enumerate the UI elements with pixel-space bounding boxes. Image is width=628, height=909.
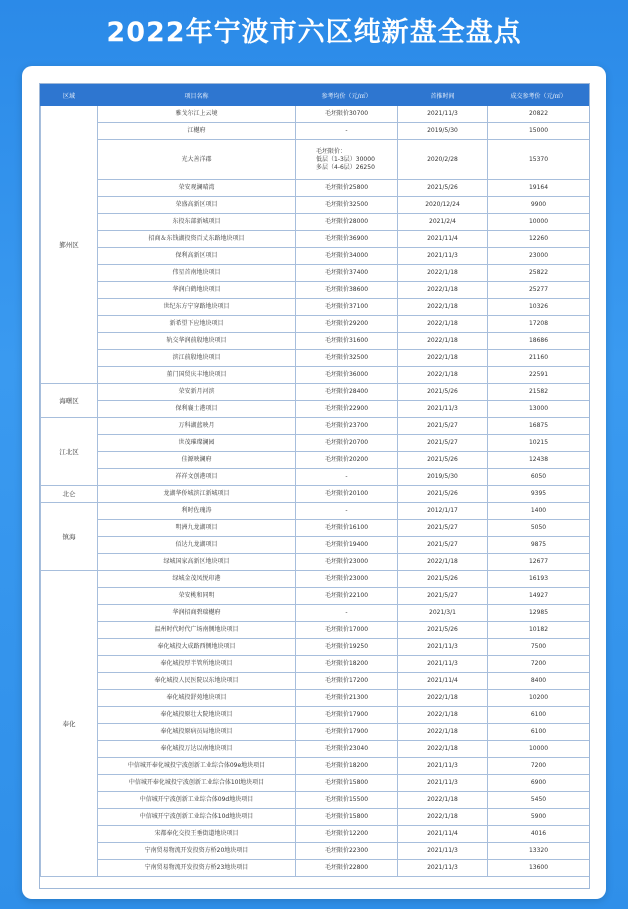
project-name-cell: 佳源映澜府 — [98, 452, 296, 469]
launch-date-cell: 2021/11/4 — [398, 826, 488, 843]
launch-date-cell: 2021/11/3 — [398, 656, 488, 673]
launch-date-cell: 2020/2/28 — [398, 140, 488, 180]
project-name-cell: 宋都奉化交投王垂街道地块项目 — [98, 826, 296, 843]
table-row — [41, 554, 590, 571]
deal-price-cell: 10326 — [488, 299, 590, 316]
reference-price-cell: 毛坯限价28000 — [296, 214, 398, 231]
launch-date-cell: 2021/11/3 — [398, 248, 488, 265]
project-name-cell: 利时佐瑰涛 — [98, 503, 296, 520]
table-row — [41, 860, 590, 877]
deal-price-cell: 21582 — [488, 384, 590, 401]
deal-price-cell: 9395 — [488, 486, 590, 503]
deal-price-cell: 8400 — [488, 673, 590, 690]
deal-price-cell: 15370 — [488, 140, 590, 180]
reference-price-cell: 毛坯限价15800 — [296, 809, 398, 826]
reference-price-cell: 毛坯限价12200 — [296, 826, 398, 843]
project-name-cell: 中信城开奉化城投宁波创新工业综合体10l地块项目 — [98, 775, 296, 792]
table-row — [41, 792, 590, 809]
district-cell: 鄞州区 — [41, 106, 98, 384]
district-cell: 镇海 — [41, 503, 98, 571]
launch-date-cell: 2021/5/27 — [398, 435, 488, 452]
table-row — [41, 673, 590, 690]
project-name-cell: 招商＆东钱湖投资百丈东路地块项目 — [98, 231, 296, 248]
table-row — [41, 639, 590, 656]
table-row — [41, 435, 590, 452]
reference-price-cell: 毛坯限价32500 — [296, 350, 398, 367]
deal-price-cell: 9900 — [488, 197, 590, 214]
table-row — [41, 140, 590, 180]
deal-price-cell: 9875 — [488, 537, 590, 554]
table-row — [41, 520, 590, 537]
reference-price-cell: 毛坯限价37100 — [296, 299, 398, 316]
table-row — [41, 282, 590, 299]
reference-price-cell: 毛坯限价22800 — [296, 860, 398, 877]
launch-date-cell: 2021/5/27 — [398, 537, 488, 554]
table-row — [41, 741, 590, 758]
launch-date-cell: 2021/11/3 — [398, 843, 488, 860]
table-row — [41, 843, 590, 860]
project-name-cell: 荣安观澜晴湾 — [98, 180, 296, 197]
reference-price-cell: 毛坯限价23000 — [296, 571, 398, 588]
project-name-cell: 轨交华润前殷地块项目 — [98, 333, 296, 350]
project-name-cell: 华润白鹤地块项目 — [98, 282, 296, 299]
launch-date-cell: 2022/1/18 — [398, 265, 488, 282]
project-name-cell: 新希望下应地块项目 — [98, 316, 296, 333]
district-cell: 海曙区 — [41, 384, 98, 418]
project-name-cell: 绿城金茂凤悦印港 — [98, 571, 296, 588]
project-name-cell: 奉化城投舒苑地块项目 — [98, 690, 296, 707]
project-name-cell: 绿城国家高新区地块项目 — [98, 554, 296, 571]
deal-price-cell: 25277 — [488, 282, 590, 299]
launch-date-cell: 2021/5/27 — [398, 520, 488, 537]
table-row — [41, 758, 590, 775]
launch-date-cell: 2022/1/18 — [398, 809, 488, 826]
launch-date-cell: 2021/11/3 — [398, 106, 488, 123]
project-name-cell: 保利襄士港项目 — [98, 401, 296, 418]
launch-date-cell: 2021/5/26 — [398, 622, 488, 639]
reference-price-cell: 毛坯限价22100 — [296, 588, 398, 605]
deal-price-cell: 7500 — [488, 639, 590, 656]
table-row — [41, 248, 590, 265]
launch-date-cell: 2021/11/3 — [398, 860, 488, 877]
table-row — [41, 503, 590, 520]
deal-price-cell: 17208 — [488, 316, 590, 333]
reference-price-cell: 毛坯限价22300 — [296, 843, 398, 860]
table-row — [41, 826, 590, 843]
launch-date-cell: 2022/1/18 — [398, 724, 488, 741]
launch-date-cell: 2021/11/4 — [398, 673, 488, 690]
reference-price-cell: - — [296, 469, 398, 486]
launch-date-cell: 2022/1/18 — [398, 282, 488, 299]
project-name-cell: 光大善洋郡 — [98, 140, 296, 180]
launch-date-cell: 2021/5/26 — [398, 452, 488, 469]
deal-price-cell: 19164 — [488, 180, 590, 197]
reference-price-cell: 毛坯限价34000 — [296, 248, 398, 265]
reference-price-cell: 毛坯限价19250 — [296, 639, 398, 656]
deal-price-cell: 20822 — [488, 106, 590, 123]
deal-price-cell: 12438 — [488, 452, 590, 469]
reference-price-cell: 毛坯限价23700 — [296, 418, 398, 435]
table-row — [41, 452, 590, 469]
deal-price-cell: 10000 — [488, 214, 590, 231]
reference-price-cell: 毛坯限价15500 — [296, 792, 398, 809]
launch-date-cell: 2022/1/18 — [398, 792, 488, 809]
deal-price-cell: 6100 — [488, 707, 590, 724]
table-row — [41, 401, 590, 418]
reference-price-cell: 毛坯限价18200 — [296, 758, 398, 775]
launch-date-cell: 2022/1/18 — [398, 333, 488, 350]
table-body — [41, 106, 590, 877]
launch-date-cell: 2021/5/27 — [398, 418, 488, 435]
table-row — [41, 418, 590, 435]
project-name-cell: 奉化城投人民医院以东地块项目 — [98, 673, 296, 690]
table-row — [41, 299, 590, 316]
deal-price-cell: 12260 — [488, 231, 590, 248]
launch-date-cell: 2021/5/27 — [398, 588, 488, 605]
launch-date-cell: 2022/1/18 — [398, 316, 488, 333]
project-name-cell: 荣安新月河滨 — [98, 384, 296, 401]
deal-price-cell: 6050 — [488, 469, 590, 486]
deal-price-cell: 7200 — [488, 758, 590, 775]
reference-price-cell: 毛坯限价20100 — [296, 486, 398, 503]
launch-date-cell: 2021/11/3 — [398, 775, 488, 792]
district-cell: 北仑 — [41, 486, 98, 503]
project-name-cell: 龙湖华侨城滨江新城项目 — [98, 486, 296, 503]
launch-date-cell: 2021/11/3 — [398, 401, 488, 418]
header-launch-date: 首推时间 — [398, 85, 488, 106]
table-row — [41, 605, 590, 622]
table-row — [41, 180, 590, 197]
table-row — [41, 486, 590, 503]
deal-price-cell: 10000 — [488, 741, 590, 758]
table-row — [41, 316, 590, 333]
table-row — [41, 809, 590, 826]
reference-price-cell: 毛坯限价36900 — [296, 231, 398, 248]
header-deal-price: 成交参考价（元/㎡） — [488, 85, 590, 106]
reference-price-cell: 毛坯限价31600 — [296, 333, 398, 350]
table-row — [41, 537, 590, 554]
deal-price-cell: 14927 — [488, 588, 590, 605]
table-row — [41, 622, 590, 639]
project-name-cell: 世茂璀璨澜园 — [98, 435, 296, 452]
deal-price-cell: 5050 — [488, 520, 590, 537]
launch-date-cell: 2021/11/3 — [398, 758, 488, 775]
table-row — [41, 724, 590, 741]
project-name-cell: 明洲九龙湖项目 — [98, 520, 296, 537]
deal-price-cell: 10182 — [488, 622, 590, 639]
deal-price-cell: 13320 — [488, 843, 590, 860]
table-row — [41, 690, 590, 707]
deal-price-cell: 5900 — [488, 809, 590, 826]
reference-price-cell: - — [296, 123, 398, 140]
table-row — [41, 469, 590, 486]
reference-price-cell: 毛坯限价17000 — [296, 622, 398, 639]
reference-price-cell: 毛坯限价19400 — [296, 537, 398, 554]
reference-price-cell: 毛坯限价28400 — [296, 384, 398, 401]
project-name-cell: 宁南贸易物流开发投资方桥23地块项目 — [98, 860, 296, 877]
launch-date-cell: 2012/1/17 — [398, 503, 488, 520]
deal-price-cell: 1400 — [488, 503, 590, 520]
deal-price-cell: 15000 — [488, 123, 590, 140]
table-row — [41, 197, 590, 214]
reference-price-cell: 毛坯限价： 低层（1-3层）30000 多层（4-6层）26250 — [296, 140, 398, 180]
table-row — [41, 571, 590, 588]
reference-price-cell: - — [296, 605, 398, 622]
reference-price-cell: 毛坯限价21300 — [296, 690, 398, 707]
table-row — [41, 707, 590, 724]
reference-price-cell: 毛坯限价20200 — [296, 452, 398, 469]
launch-date-cell: 2019/5/30 — [398, 469, 488, 486]
table-frame — [39, 83, 590, 889]
reference-price-cell: 毛坯限价16100 — [296, 520, 398, 537]
table-card — [22, 66, 606, 899]
header-reference-price: 参考均价（元/㎡） — [296, 85, 398, 106]
deal-price-cell: 7200 — [488, 656, 590, 673]
project-name-cell: 保利高新区项目 — [98, 248, 296, 265]
deal-price-cell: 22591 — [488, 367, 590, 384]
table-row — [41, 333, 590, 350]
deal-price-cell: 6100 — [488, 724, 590, 741]
project-name-cell: 董门国贸庆丰地块项目 — [98, 367, 296, 384]
launch-date-cell: 2022/1/18 — [398, 299, 488, 316]
reference-price-cell: 毛坯限价20700 — [296, 435, 398, 452]
deal-price-cell: 10200 — [488, 690, 590, 707]
deal-price-cell: 18686 — [488, 333, 590, 350]
project-name-cell: 世纪东方宁穿路地块项目 — [98, 299, 296, 316]
reference-price-cell: 毛坯限价23040 — [296, 741, 398, 758]
deal-price-cell: 25822 — [488, 265, 590, 282]
project-name-cell: 中信城开宁波创新工业综合体10d地块项目 — [98, 809, 296, 826]
project-name-cell: 东投东部新城项目 — [98, 214, 296, 231]
project-name-cell: 奉化城投厚半管所地块项目 — [98, 656, 296, 673]
table-header-row — [41, 85, 590, 106]
project-name-cell: 江樾府 — [98, 123, 296, 140]
launch-date-cell: 2022/1/18 — [398, 690, 488, 707]
deal-price-cell: 6900 — [488, 775, 590, 792]
reference-price-cell: 毛坯限价18200 — [296, 656, 398, 673]
reference-price-cell: - — [296, 503, 398, 520]
reference-price-cell: 毛坯限价17900 — [296, 724, 398, 741]
page-title: 2022年宁波市六区纯新盘全盘点 — [106, 17, 522, 48]
table-row — [41, 588, 590, 605]
table-row — [41, 367, 590, 384]
project-name-cell: 奉化城投大成路西侧地块项目 — [98, 639, 296, 656]
deal-price-cell: 13000 — [488, 401, 590, 418]
table-row — [41, 123, 590, 140]
launch-date-cell: 2021/3/1 — [398, 605, 488, 622]
project-name-cell: 奉化城投原病员局地块项目 — [98, 724, 296, 741]
reference-price-cell: 毛坯限价32500 — [296, 197, 398, 214]
table-row — [41, 265, 590, 282]
header-project-name: 项目名称 — [98, 85, 296, 106]
project-name-cell: 滨江前殷地块项目 — [98, 350, 296, 367]
project-name-cell: 宁南贸易物流开发投资方桥20地块项目 — [98, 843, 296, 860]
launch-date-cell: 2021/5/26 — [398, 486, 488, 503]
reference-price-cell: 毛坯限价15800 — [296, 775, 398, 792]
project-name-cell: 万科湖蓝映月 — [98, 418, 296, 435]
header-district: 区域 — [41, 85, 98, 106]
deal-price-cell: 10215 — [488, 435, 590, 452]
reference-price-cell: 毛坯限价37400 — [296, 265, 398, 282]
launch-date-cell: 2022/1/18 — [398, 741, 488, 758]
project-name-cell: 荣安桃和同明 — [98, 588, 296, 605]
deal-price-cell: 16193 — [488, 571, 590, 588]
launch-date-cell: 2020/12/24 — [398, 197, 488, 214]
district-cell: 江北区 — [41, 418, 98, 486]
project-name-cell: 中信城开奉化城投宁波创新工业综合体09e地块项目 — [98, 758, 296, 775]
reference-price-cell: 毛坯限价30700 — [296, 106, 398, 123]
deal-price-cell: 21160 — [488, 350, 590, 367]
deal-price-cell: 4016 — [488, 826, 590, 843]
project-name-cell: 雅戈尔江上云境 — [98, 106, 296, 123]
district-cell: 奉化 — [41, 571, 98, 877]
launch-date-cell: 2022/1/18 — [398, 367, 488, 384]
project-name-cell: 华润招商碧瑞樾府 — [98, 605, 296, 622]
launch-date-cell: 2019/5/30 — [398, 123, 488, 140]
table-row — [41, 350, 590, 367]
table-row — [41, 384, 590, 401]
project-name-cell: 奉化城投原壮大院地块项目 — [98, 707, 296, 724]
project-name-cell: 奉化城投万达以南地块项目 — [98, 741, 296, 758]
project-name-cell: 祥祥文创港项目 — [98, 469, 296, 486]
project-name-cell: 温州时代时代广场南侧地块项目 — [98, 622, 296, 639]
launch-date-cell: 2021/5/26 — [398, 180, 488, 197]
launch-date-cell: 2021/11/4 — [398, 231, 488, 248]
table-row — [41, 231, 590, 248]
table-row — [41, 106, 590, 123]
launch-date-cell: 2021/5/26 — [398, 384, 488, 401]
launch-date-cell: 2021/11/3 — [398, 639, 488, 656]
reference-price-cell: 毛坯限价38600 — [296, 282, 398, 299]
deal-price-cell: 5450 — [488, 792, 590, 809]
reference-price-cell: 毛坯限价17900 — [296, 707, 398, 724]
deal-price-cell: 12985 — [488, 605, 590, 622]
deal-price-cell: 13600 — [488, 860, 590, 877]
project-name-cell: 佰达九龙湖项目 — [98, 537, 296, 554]
launch-date-cell: 2022/1/18 — [398, 554, 488, 571]
launch-date-cell: 2022/1/18 — [398, 350, 488, 367]
reference-price-cell: 毛坯限价22900 — [296, 401, 398, 418]
reference-price-cell: 毛坯限价29200 — [296, 316, 398, 333]
reference-price-cell: 毛坯限价25800 — [296, 180, 398, 197]
launch-date-cell: 2021/2/4 — [398, 214, 488, 231]
project-name-cell: 中信城开宁波创新工业综合体09d地块项目 — [98, 792, 296, 809]
reference-price-cell: 毛坯限价36000 — [296, 367, 398, 384]
housing-table — [40, 84, 590, 877]
project-name-cell: 荣盛高新区项目 — [98, 197, 296, 214]
launch-date-cell: 2021/5/26 — [398, 571, 488, 588]
table-row — [41, 656, 590, 673]
deal-price-cell: 23000 — [488, 248, 590, 265]
table-row — [41, 214, 590, 231]
table-row — [41, 775, 590, 792]
project-name-cell: 伟星首南地块项目 — [98, 265, 296, 282]
reference-price-cell: 毛坯限价17200 — [296, 673, 398, 690]
deal-price-cell: 16875 — [488, 418, 590, 435]
launch-date-cell: 2022/1/18 — [398, 707, 488, 724]
deal-price-cell: 12677 — [488, 554, 590, 571]
reference-price-cell: 毛坯限价23000 — [296, 554, 398, 571]
